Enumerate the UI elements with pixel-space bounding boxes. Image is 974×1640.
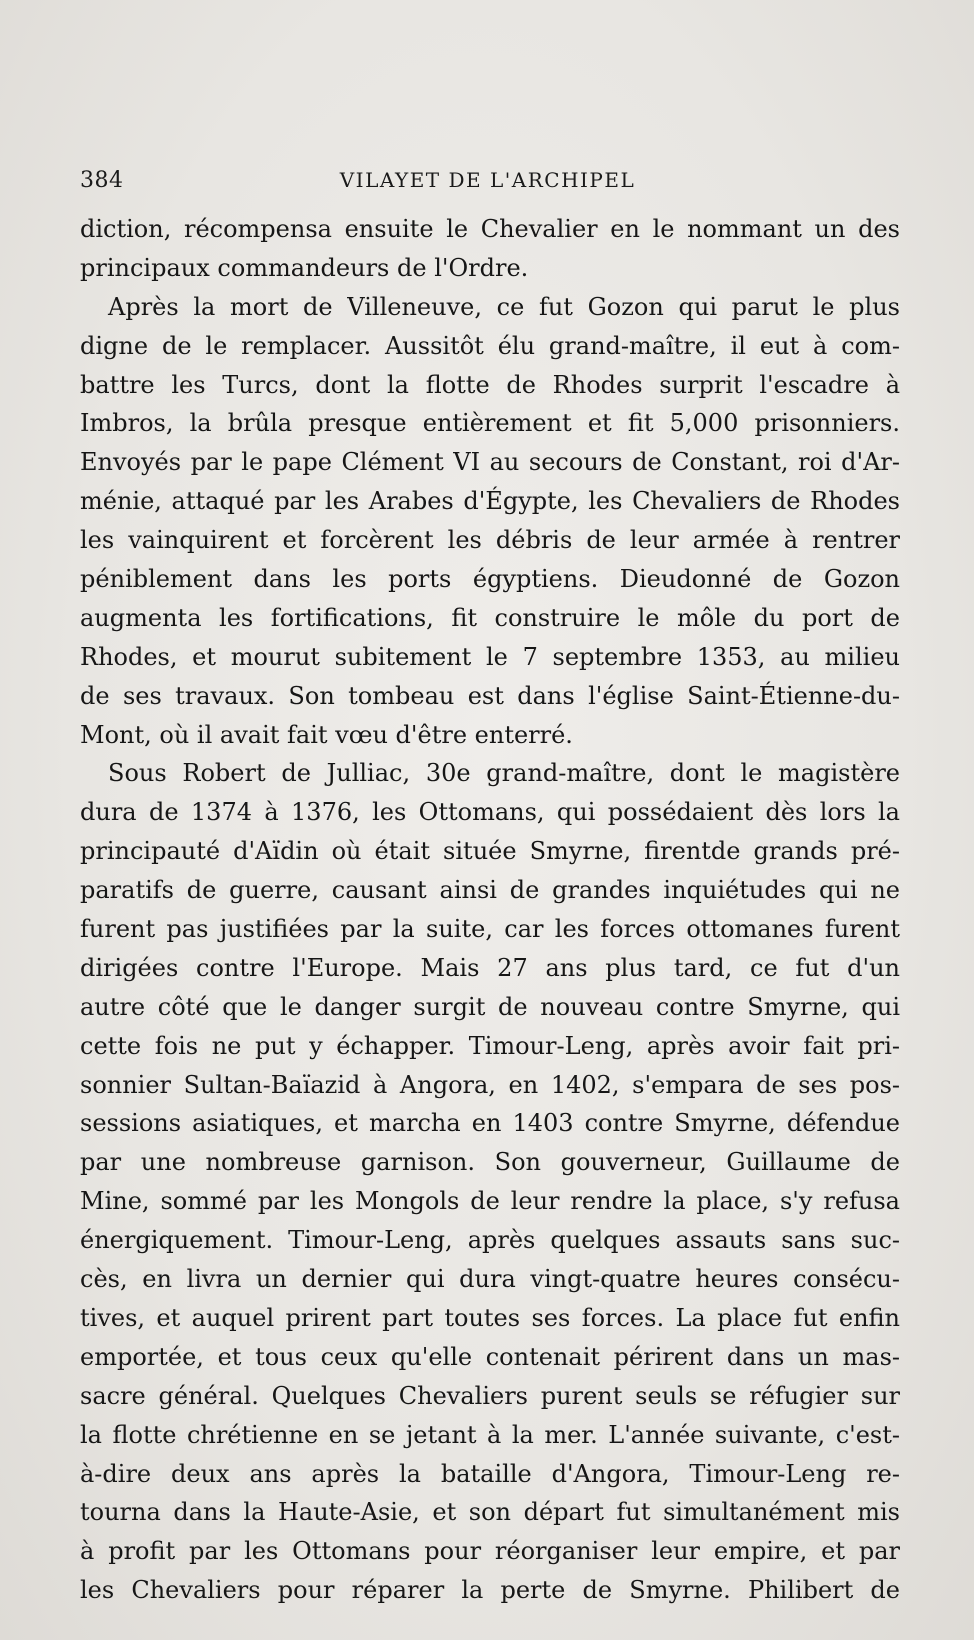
text-line: digne de le remplacer. Aussitôt élu grand-maître, il eut à com- [80,331,900,360]
text-line: diction, récompensa ensuite le Chevalier en le nommant un des [80,215,900,243]
text-line: Mine, sommé par les Mongols de leur rendre la place, s'y refusa [80,1187,900,1216]
text-line: tourna dans la Haute-Asie, et son départ fut simultanément mis [80,1498,900,1527]
text-line: emportée, et tous ceux qu'elle contenait périrent dans un mas- [80,1342,900,1371]
text-line: énergiquement. Timour-Leng, après quelques assauts sans suc- [80,1226,900,1255]
text-line: les vainquirent et forcèrent les débris de leur armée à rentrer [80,526,900,555]
text-line: ménie, attaqué par les Arabes d'Égypte, les Chevaliers de Rhodes [80,487,900,516]
text-line: Envoyés par le pape Clément VI au secours de Constant, roi d'Ar- [80,448,900,477]
text-line: autre côté que le danger surgit de nouveau contre Smyrne, qui [80,992,900,1021]
text-line: de ses travaux. Son tombeau est dans l'église Saint-Étienne-du- [80,681,900,710]
page-number: 384 [80,168,124,193]
page-header [80,160,895,196]
text-line: Rhodes, et mourut subitement le 7 septembre 1353, au milieu [80,642,900,671]
text-line: Sous Robert de Julliac, 30e grand-maître, dont le magistère [108,759,900,788]
text-line: principaux commandeurs de l'Ordre. [80,253,529,282]
text-line: augmenta les fortifications, fit construire le môle du port de [80,603,900,632]
text-line: Imbros, la brûla presque entièrement et fit 5,000 prisonniers. [80,409,900,438]
text-line: sonnier Sultan-Baïazid à Angora, en 1402, s'empara de ses pos- [80,1070,900,1099]
text-line: sacre général. Quelques Chevaliers purent seuls se réfugier sur [80,1381,900,1410]
text-line: paratifs de guerre, causant ainsi de grandes inquiétudes qui ne [80,876,900,905]
text-line: les Chevaliers pour réparer la perte de Smyrne. Philibert de [80,1576,900,1605]
text-line: tives, et auquel prirent part toutes ses forces. La place fut enfin [80,1303,900,1332]
text-line: à-dire deux ans après la bataille d'Angora, Timour-Leng re- [80,1459,900,1488]
text-line: sessions asiatiques, et marcha en 1403 contre Smyrne, défendue [80,1109,900,1138]
running-title: VILAYET DE L'ARCHIPEL [339,168,636,192]
text-line: battre les Turcs, dont la flotte de Rhodes surprit l'escadre à [80,370,900,399]
text-line: par une nombreuse garnison. Son gouverneur, Guillaume de [80,1148,900,1177]
text-line: cette fois ne put y échapper. Timour-Leng, après avoir fait pri- [80,1031,900,1060]
text-line: la flotte chrétienne en se jetant à la mer. L'année suivante, c'est- [80,1420,900,1449]
text-line: cès, en livra un dernier qui dura vingt-quatre heures consécu- [80,1265,900,1294]
body-text [80,210,900,1610]
text-line: à profit par les Ottomans pour réorganiser leur empire, et par [80,1537,900,1566]
text-line: furent pas justifiées par la suite, car les forces ottomanes furent [80,915,900,944]
text-line: dirigées contre l'Europe. Mais 27 ans plus tard, ce fut d'un [80,953,900,982]
text-line: péniblement dans les ports égyptiens. Dieudonné de Gozon [80,565,900,594]
text-line: Mont, où il avait fait vœu d'être enterré. [80,720,573,749]
text-line: dura de 1374 à 1376, les Ottomans, qui possédaient dès lors la [80,798,900,827]
text-line: principauté d'Aïdin où était située Smyrne, firentde grands pré- [80,837,900,866]
text-line: Après la mort de Villeneuve, ce fut Gozon qui parut le plus [108,292,900,321]
